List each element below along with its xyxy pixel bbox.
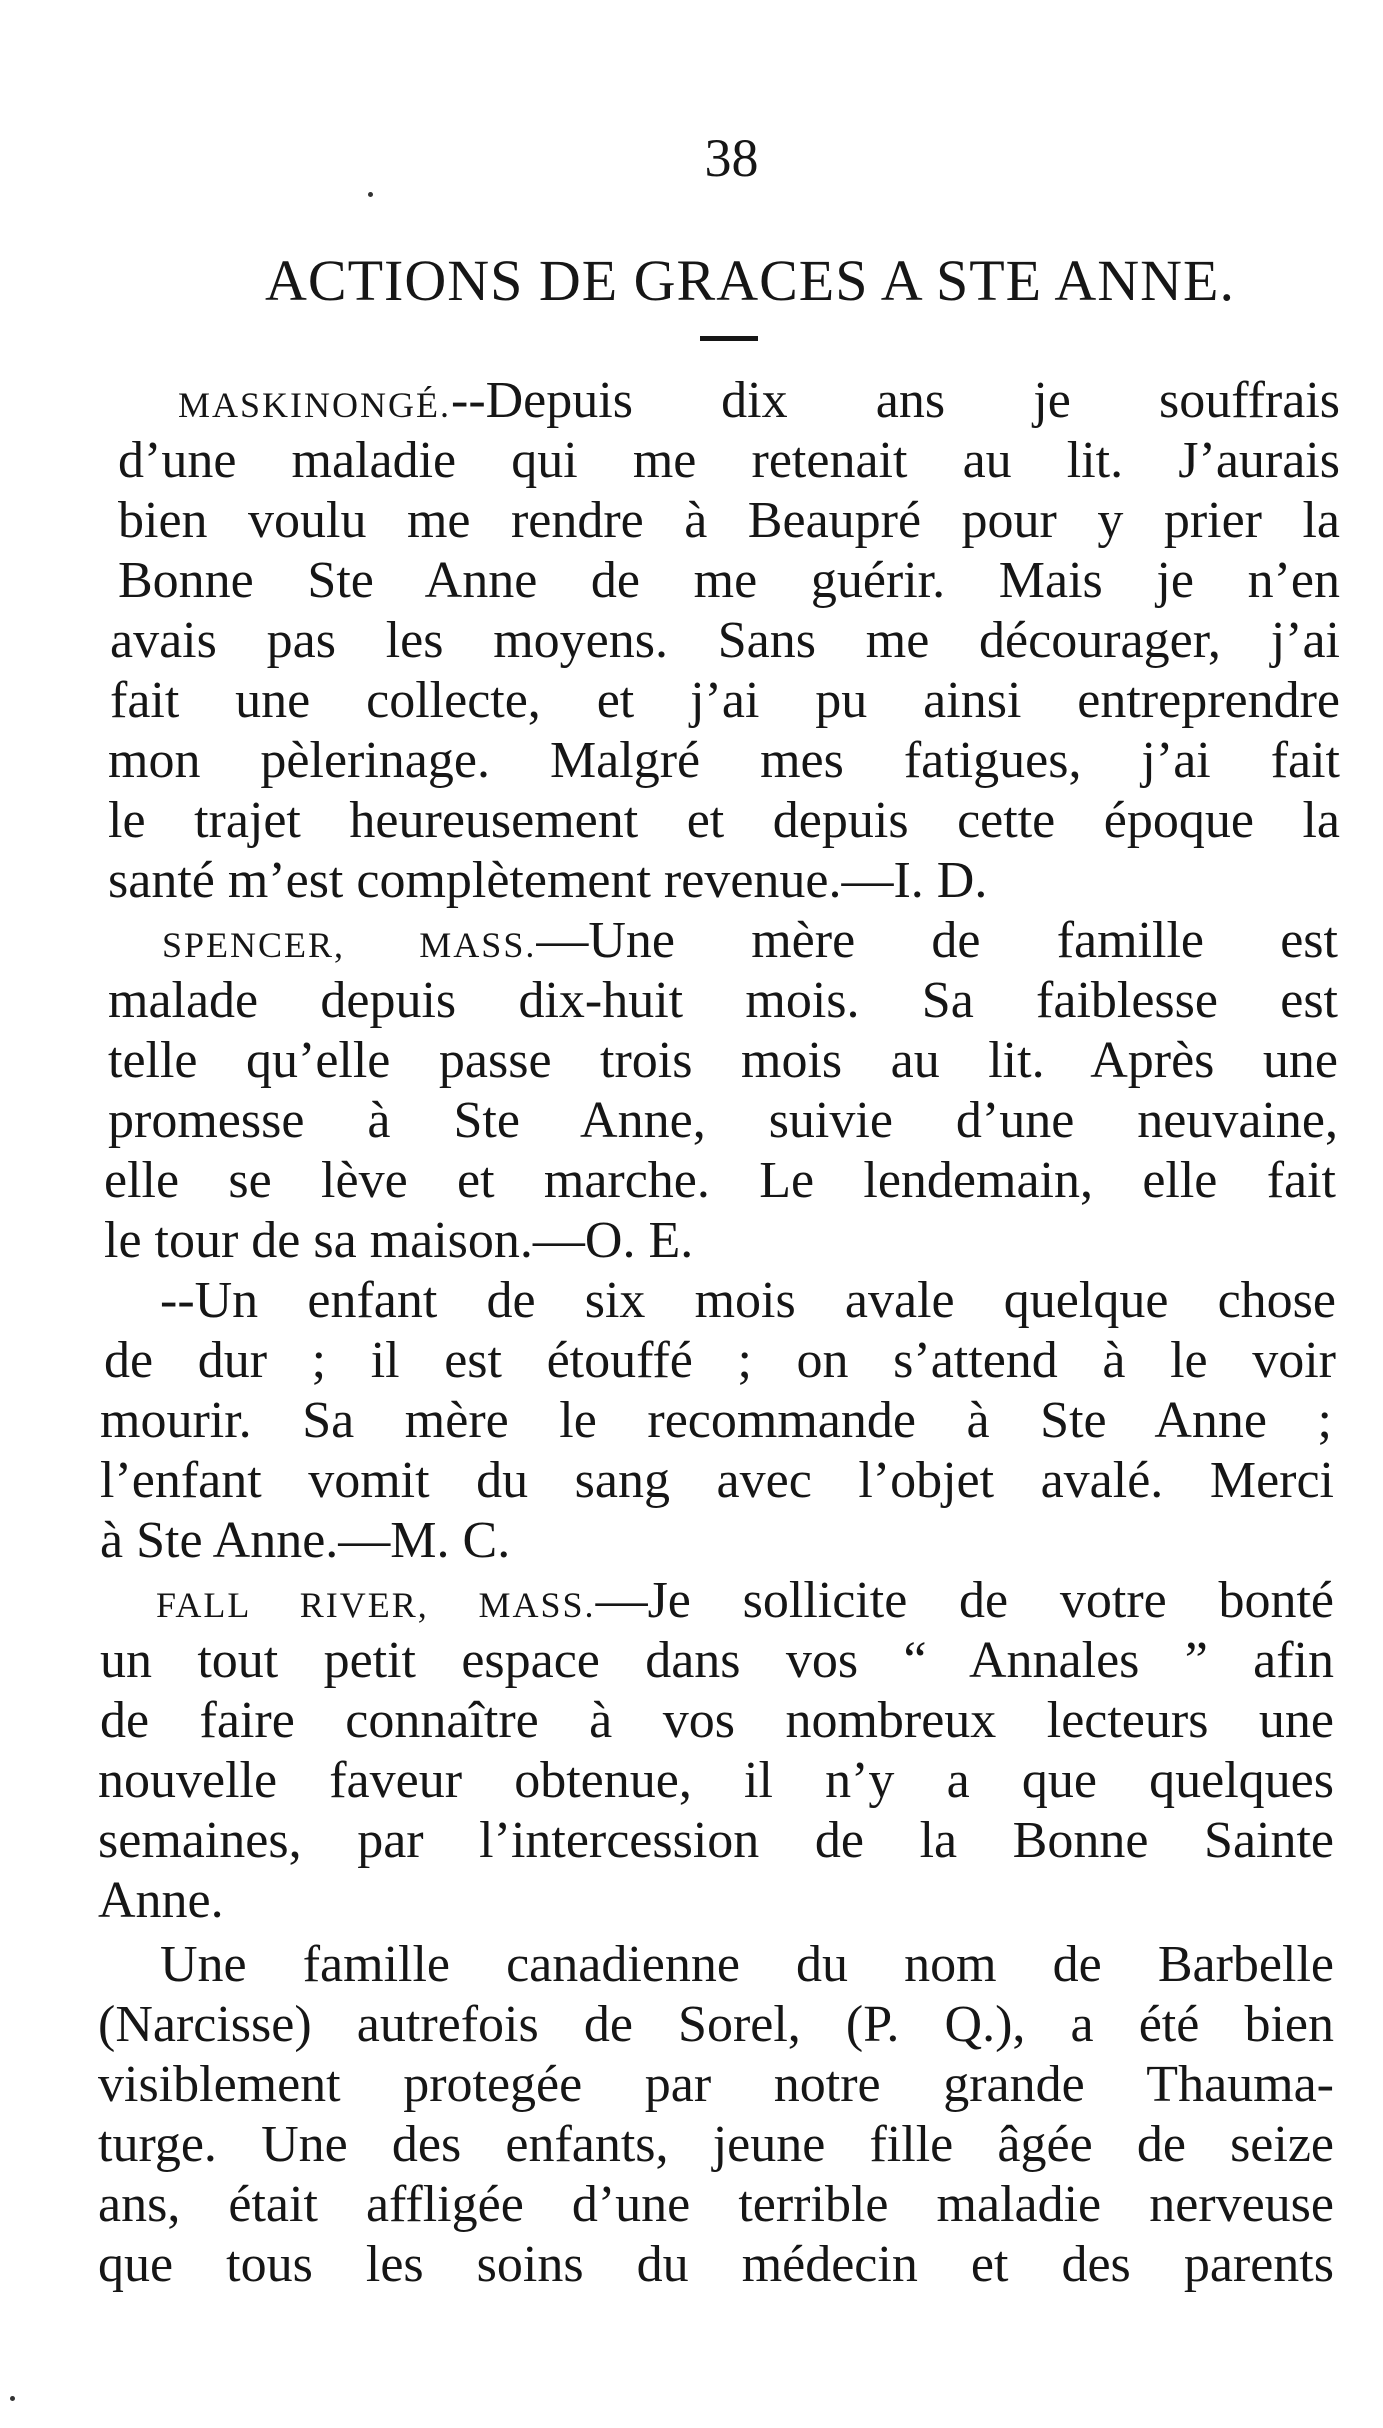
text-line: semaines, par l’intercession de la Bonne Sainte xyxy=(98,1812,1334,1869)
text-line: avais pas les moyens. Sans me décourager, j’ai xyxy=(110,612,1340,669)
text-line: SPENCER, MASS.—Une mère de famille est xyxy=(162,912,1338,969)
text-line: l’enfant vomit du sang avec l’objet avalé. Merci xyxy=(100,1452,1334,1509)
text-line: que tous les soins du médecin et des parents xyxy=(98,2236,1334,2293)
text-line: FALL RIVER, MASS.—Je sollicite de votre bonté xyxy=(156,1572,1334,1629)
page-number: 38 xyxy=(704,128,759,188)
text-line: MASKINONGÉ.--Depuis dix ans je souffrais xyxy=(178,372,1340,429)
place-name: FALL RIVER, MASS. xyxy=(156,1585,596,1625)
paper-speck xyxy=(368,192,373,197)
text-line: mourir. Sa mère le recommande à Ste Anne ; xyxy=(100,1392,1332,1449)
text-line: Anne. xyxy=(98,1872,224,1929)
text-line: malade depuis dix-huit mois. Sa faiblesse est xyxy=(108,972,1338,1029)
text-line: d’une maladie qui me retenait au lit. J’aurais xyxy=(118,432,1340,489)
text-line: un tout petit espace dans vos “ Annales ” afin xyxy=(100,1632,1334,1689)
text-line: santé m’est complètement revenue.—I. D. xyxy=(108,852,988,909)
text-line: turge. Une des enfants, jeune fille âgée de seize xyxy=(98,2116,1334,2173)
place-name: SPENCER, MASS. xyxy=(162,925,537,965)
text-line: nouvelle faveur obtenue, il n’y a que quelques xyxy=(98,1752,1334,1809)
text-line: mon pèlerinage. Malgré mes fatigues, j’ai fait xyxy=(108,732,1340,789)
text-line: le tour de sa maison.—O. E. xyxy=(104,1212,694,1269)
text-line: Une famille canadienne du nom de Barbelle xyxy=(160,1936,1334,1993)
page-title: ACTIONS DE GRACES A STE ANNE. xyxy=(265,248,1235,313)
text-line: bien voulu me rendre à Beaupré pour y prier la xyxy=(118,492,1340,549)
text-line: ans, était affligée d’une terrible maladie nerveuse xyxy=(98,2176,1334,2233)
text-line: Bonne Ste Anne de me guérir. Mais je n’en xyxy=(118,552,1340,609)
text-line: à Ste Anne.—M. C. xyxy=(100,1512,511,1569)
text-line: fait une collecte, et j’ai pu ainsi entreprendre xyxy=(110,672,1340,729)
place-name: MASKINONGÉ. xyxy=(178,385,451,425)
text-line: --Un enfant de six mois avale quelque chose xyxy=(160,1272,1336,1329)
text-line: (Narcisse) autrefois de Sorel, (P. Q.), a été bien xyxy=(98,1996,1334,2053)
text-line: promesse à Ste Anne, suivie d’une neuvaine, xyxy=(108,1092,1338,1149)
text-line: de faire connaître à vos nombreux lecteurs une xyxy=(100,1692,1334,1749)
text-line: visiblement protegée par notre grande Thauma- xyxy=(98,2056,1334,2113)
text-line: telle qu’elle passe trois mois au lit. Après une xyxy=(108,1032,1338,1089)
paper-speck xyxy=(10,2396,15,2401)
text-line: de dur ; il est étouffé ; on s’attend à le voir xyxy=(104,1332,1336,1389)
text-line: elle se lève et marche. Le lendemain, elle fait xyxy=(104,1152,1336,1209)
text-line: le trajet heureusement et depuis cette époque la xyxy=(108,792,1340,849)
title-rule xyxy=(700,336,758,341)
